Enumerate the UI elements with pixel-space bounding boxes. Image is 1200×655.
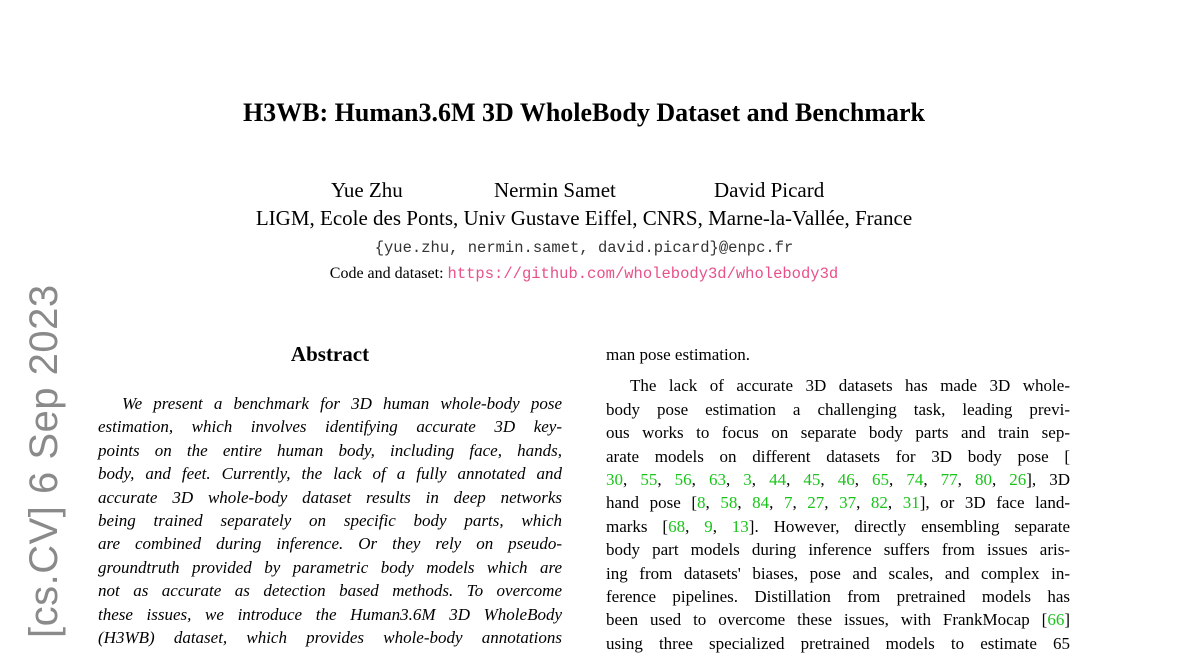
- author-emails: {yue.zhu, nermin.samet, david.picard}@enpc.fr: [374, 239, 794, 257]
- abstract-line: being trained separately on specific body parts, which: [98, 511, 562, 531]
- intro-line: 30, 55, 56, 63, 3, 44, 45, 46, 65, 74, 77, 80, 26], 3D: [606, 470, 1070, 490]
- abstract-line: estimation, which involves identifying accurate 3D key-: [98, 417, 562, 437]
- abstract-line: points on the entire human body, including face, hands,: [98, 440, 562, 460]
- abstract-line: these issues, we introduce the Human3.6M 3D WholeBody: [98, 604, 562, 624]
- abstract-line: groundtruth provided by parametric body models which are: [98, 557, 562, 577]
- author-name: David Picard: [714, 178, 825, 202]
- intro-line: ing from datasets' biases, pose and scales, and complex in-: [606, 563, 1070, 583]
- paper-title: H3WB: Human3.6M 3D WholeBody Dataset and Benchmark: [242, 98, 926, 127]
- intro-line: The lack of accurate 3D datasets has made 3D whole-: [630, 376, 1070, 396]
- arxiv-stamp: [cs.CV] 6 Sep 2023: [22, 284, 66, 638]
- intro-line: ference pipelines. Distillation from pretrained models has: [606, 587, 1070, 607]
- intro-line: man pose estimation.: [606, 345, 751, 364]
- abstract-text: [98, 392, 562, 649]
- intro-line: using three specialized pretrained models to estimate 65: [606, 633, 1070, 653]
- intro-line: ous works to focus on separate body parts and train sep-: [606, 423, 1070, 443]
- affiliation: LIGM, Ecole des Ponts, Univ Gustave Eiffel, CNRS, Marne-la-Vallée, France: [255, 206, 913, 230]
- intro-line: arate models on different datasets for 3D body pose [: [606, 446, 1070, 466]
- author-name: Nermin Samet: [494, 178, 616, 202]
- intro-line: marks [68, 9, 13]. However, directly ensembling separate: [606, 516, 1070, 536]
- intro-line: hand pose [8, 58, 84, 7, 27, 37, 82, 31], or 3D face land-: [606, 493, 1071, 513]
- abstract-line: not as accurate as detection based methods. To overcome: [98, 581, 562, 601]
- code-url-link[interactable]: https://github.com/wholebody3d/wholebody3d: [447, 265, 839, 283]
- abstract-line: are combined during inference. Or they rely on pseudo-: [98, 534, 562, 554]
- abstract-line: body, and feet. Currently, the lack of a fully annotated and: [98, 464, 562, 484]
- abstract-line: accurate 3D whole-body dataset results in deep networks: [98, 487, 562, 507]
- abstract-line: We present a benchmark for 3D human whole-body pose: [122, 394, 562, 413]
- abstract-heading: Abstract: [290, 342, 370, 366]
- code-line: [0, 265, 1168, 283]
- intro-line: body pose estimation a challenging task, leading previ-: [606, 399, 1070, 419]
- abstract-line: (H3WB) dataset, which provides whole-body annotations: [98, 628, 562, 648]
- intro-text: [606, 343, 1070, 655]
- intro-line: been used to overcome these issues, with FrankMocap [66]: [606, 610, 1070, 630]
- code-label: Code and dataset:: [329, 265, 444, 282]
- intro-line: body part models during inference suffers from issues aris-: [606, 540, 1070, 560]
- author-name: Yue Zhu: [331, 178, 403, 202]
